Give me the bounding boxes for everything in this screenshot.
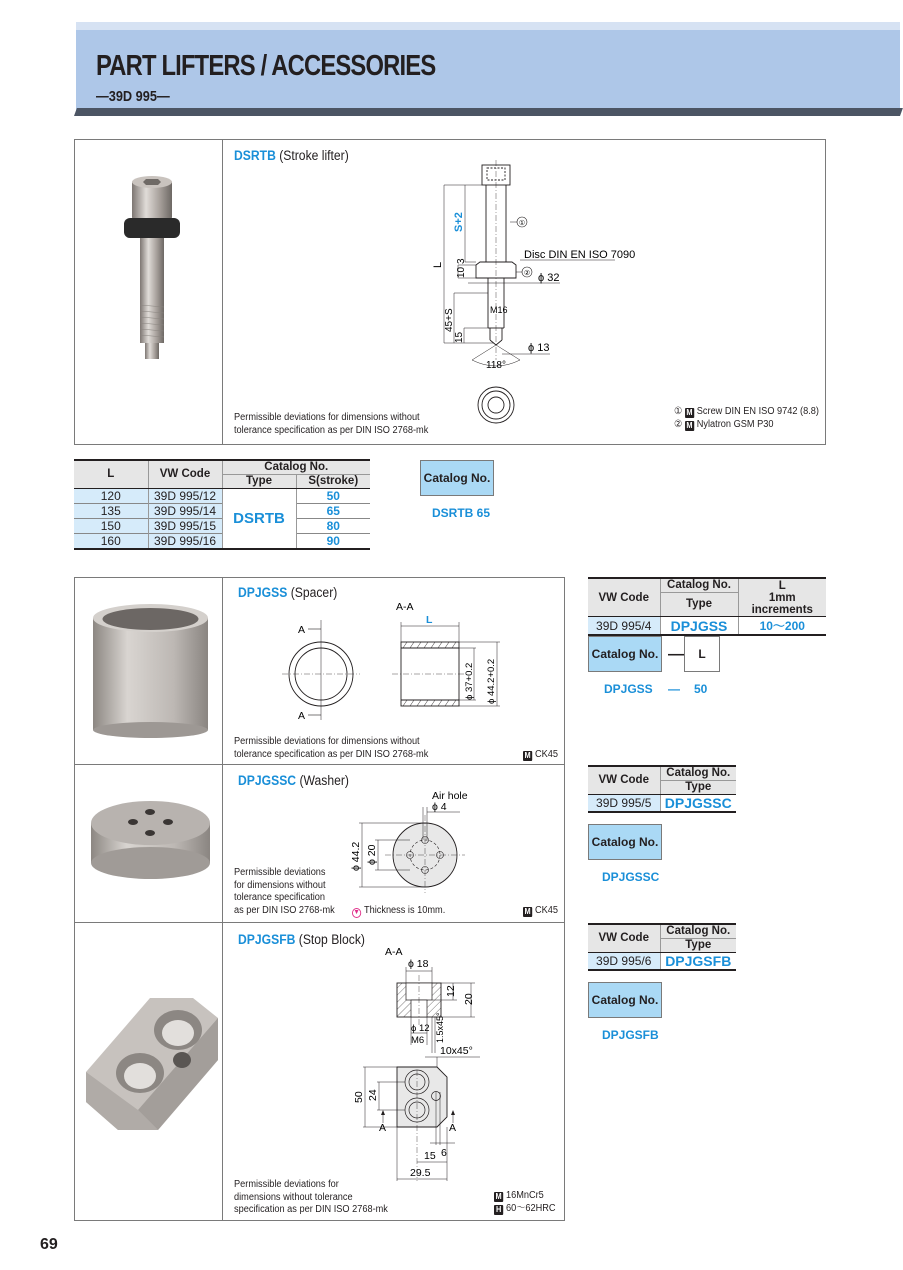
col-header-stroke: S(stroke) — [296, 474, 370, 488]
cell-vw: 39D 995/15 — [148, 518, 222, 533]
cell-vw: 39D 995/4 — [588, 617, 660, 636]
table-row — [74, 488, 370, 503]
cell-type: DPJGSFB — [665, 952, 732, 969]
material-icon: M — [495, 1192, 502, 1201]
thread-label: M16 — [490, 305, 508, 315]
disc-label: Disc DIN EN ISO 7090 — [524, 249, 636, 261]
divider — [74, 922, 565, 923]
dsrtb-catalog-box: Catalog No. — [420, 460, 494, 496]
dim-29-5: 29.5 — [410, 1167, 431, 1179]
thickness-text: Thickness is 10mm. — [363, 905, 446, 916]
material-text: CK45 — [534, 749, 558, 760]
dpjgss-technical-drawing — [270, 600, 520, 730]
dim-d32: ϕ 32 — [538, 272, 560, 284]
cell-vw: 39D 995/14 — [148, 503, 222, 518]
dim-d20: ϕ 20 — [366, 844, 378, 865]
cell-type: DSRTB — [222, 488, 296, 549]
col-header-catalog: Catalog No. — [660, 766, 736, 780]
dpjgss-name: (Spacer) — [290, 585, 338, 600]
callout-1: ① — [518, 220, 526, 227]
dim-d4: ϕ 4 — [432, 801, 447, 813]
dpjgsfb-catalog-box: Catalog No. — [588, 982, 662, 1018]
dpjgsfb-materials — [494, 1189, 556, 1215]
table-row — [588, 952, 736, 970]
note-line: tolerance specification as per DIN ISO 2768-mk — [234, 424, 429, 436]
dpjgss-tolerance-note — [234, 736, 428, 761]
col-header-vw: VW Code — [588, 766, 660, 794]
col-header-vw: VW Code — [588, 578, 660, 617]
dpjgss-title — [238, 585, 337, 600]
col-header-vw: VW Code — [588, 924, 660, 952]
dim-24: 24 — [367, 1089, 379, 1101]
dpjgss-order-example-code: DPJGSS — [604, 682, 653, 696]
col-header-type: Type — [660, 592, 738, 617]
cell-vw: 39D 995/12 — [148, 488, 222, 503]
col-header-catalog: Catalog No. — [660, 924, 736, 938]
note-line: dimensions without tolerance — [234, 1191, 353, 1203]
dpjgssc-thickness-note — [352, 904, 445, 918]
dpjgssc-technical-drawing — [345, 785, 505, 900]
dim-15: 15 — [454, 331, 465, 343]
dsrtb-tolerance-note — [234, 412, 428, 437]
page-number: 69 — [40, 1236, 58, 1253]
cell-vw: 39D 995/6 — [588, 952, 660, 970]
divider — [74, 764, 565, 765]
dsrtb-code: DSRTB — [234, 148, 276, 163]
dim-chamfer-2: 10x45° — [440, 1045, 473, 1057]
section-marker-A: A — [298, 710, 306, 722]
dsrtb-technical-drawing — [420, 160, 640, 430]
dim-10: 10 — [456, 266, 467, 278]
dim-20: 20 — [463, 993, 475, 1005]
material-icon: M — [524, 907, 531, 916]
dpjgss-order-dash: — — [668, 646, 684, 663]
material-item — [494, 1189, 556, 1202]
dsrtb-order-example: DSRTB 65 — [432, 506, 491, 520]
dim-12: 12 — [445, 985, 457, 997]
item-number: ② — [674, 419, 683, 430]
dsrtb-materials — [674, 405, 819, 431]
material-icon: M — [686, 421, 693, 430]
dpjgssc-order-example: DPJGSSC — [602, 870, 660, 884]
dpjgssc-tolerance-note — [234, 867, 335, 917]
col-header-L: L — [738, 578, 826, 592]
dim-L: L — [426, 614, 433, 626]
dpjgssc-catalog-box: Catalog No. — [588, 824, 662, 860]
dim-S: S+2 — [453, 212, 465, 232]
note-line: Permissible deviations for — [234, 1179, 339, 1190]
note-line: tolerance specification as per DIN ISO 2768-mk — [234, 748, 429, 760]
dpjgss-product-photo — [88, 600, 213, 740]
dsrtb-table — [74, 459, 370, 550]
callout-2: ② — [523, 270, 531, 277]
dpjgss-L-box: L — [684, 636, 720, 672]
cell-L: 10～200 — [759, 619, 805, 633]
table-row — [588, 617, 826, 636]
dim-d12: ϕ 12 — [411, 1023, 430, 1034]
hardness-text: 60～62HRC — [505, 1203, 556, 1214]
dpjgss-order-example-dash: — — [668, 682, 680, 696]
dim-angle: 118° — [486, 360, 506, 371]
note-line: Permissible deviations for dimensions without — [234, 736, 420, 747]
material-text: Screw DIN EN ISO 9742 (8.8) — [696, 406, 819, 417]
air-hole-label: Air hole — [432, 790, 468, 802]
col-header-L: L — [74, 460, 148, 488]
dpjgss-material — [523, 748, 558, 761]
dpjgsfb-technical-drawing — [355, 945, 565, 1190]
material-item — [674, 405, 819, 418]
section-label: A-A — [396, 601, 414, 613]
section-marker-A: A — [298, 624, 306, 636]
material-icon: M — [686, 408, 693, 417]
dim-chamfer: 1.5x45° — [435, 1012, 445, 1043]
cell-L: 120 — [74, 488, 148, 503]
table-row — [588, 794, 736, 812]
dim-15: 15 — [424, 1150, 436, 1162]
hardness-item — [494, 1202, 556, 1215]
dim-d18: ϕ 18 — [408, 958, 429, 970]
dim-50: 50 — [353, 1091, 365, 1103]
dpjgssc-product-photo — [88, 795, 213, 895]
dim-L: L — [432, 261, 444, 268]
material-icon: M — [524, 751, 531, 760]
cell-type: DPJGSS — [660, 617, 738, 636]
note-line: as per DIN ISO 2768-mk — [234, 904, 335, 916]
col-header-catalog: Catalog No. — [222, 460, 370, 474]
note-line: specification as per DIN ISO 2768-mk — [234, 1204, 388, 1215]
dpjgsfb-title — [238, 932, 365, 947]
material-text: CK45 — [534, 905, 558, 916]
cell-stroke: 50 — [326, 488, 340, 503]
dpjgsfb-product-photo — [78, 990, 223, 1140]
dsrtb-name: (Stroke lifter) — [279, 148, 349, 163]
section-marker-A: A — [379, 1122, 387, 1134]
material-text: 16MnCr5 — [505, 1190, 544, 1201]
dpjgsfb-table — [588, 923, 736, 971]
col-header-catalog: Catalog No. — [660, 578, 738, 592]
item-number: ① — [674, 406, 683, 417]
hardness-icon: H — [495, 1205, 502, 1214]
dpjgss-order-example-L: 50 — [694, 682, 708, 696]
cell-type: DPJGSSC — [664, 794, 732, 811]
header-highlight — [76, 22, 900, 30]
cell-L: 135 — [74, 503, 148, 518]
dpjgss-table — [588, 577, 826, 636]
dsrtb-title — [234, 148, 349, 163]
note-line: Permissible deviations — [234, 867, 326, 878]
header-underline-bar — [74, 108, 903, 116]
col-header-increments: 1mm increments — [738, 592, 826, 617]
dpjgsfb-tolerance-note — [234, 1179, 388, 1217]
section-marker-A: A — [449, 1122, 457, 1134]
material-item — [674, 418, 819, 431]
material-text: Nylatron GSM P30 — [696, 419, 774, 430]
dpjgssc-name: (Washer) — [299, 773, 349, 788]
note-line: Permissible deviations for dimensions without — [234, 412, 420, 423]
cell-L: 160 — [74, 533, 148, 549]
col-header-vw: VW Code — [148, 460, 222, 488]
section-label: A-A — [385, 946, 403, 958]
dpjgssc-title — [238, 773, 349, 788]
page-subtitle: —39D 995— — [96, 88, 170, 105]
page-title: PART LIFTERS / ACCESSORIES — [96, 50, 436, 82]
dpjgsfb-name: (Stop Block) — [298, 932, 365, 947]
cell-stroke: 90 — [326, 533, 340, 548]
dpjgss-code: DPJGSS — [238, 585, 288, 600]
dpjgsfb-code: DPJGSFB — [238, 932, 296, 947]
dpjgssc-code: DPJGSSC — [238, 773, 297, 788]
dpjgsfb-order-example: DPJGSFB — [602, 1028, 659, 1042]
cell-vw: 39D 995/5 — [588, 794, 660, 812]
cell-vw: 39D 995/16 — [148, 533, 222, 549]
col-header-type: Type — [222, 474, 296, 488]
note-line: tolerance specification — [234, 892, 326, 903]
cell-stroke: 65 — [326, 503, 340, 518]
dim-d44: ϕ 44.2 — [350, 841, 362, 871]
divider — [222, 139, 223, 445]
dim-d44: ϕ 44.2+0.2 — [486, 658, 497, 704]
dim-6: 6 — [441, 1147, 447, 1159]
cell-stroke: 80 — [326, 518, 340, 533]
col-header-type: Type — [660, 938, 736, 952]
dsrtb-product-photo — [110, 170, 200, 400]
note-line: for dimensions without — [234, 879, 326, 891]
thread-m6: M6 — [411, 1035, 425, 1046]
col-header-type: Type — [660, 780, 736, 794]
caution-icon: ▼ — [353, 909, 360, 916]
dpjgss-catalog-box: Catalog No. — [588, 636, 662, 672]
dim-3: 3 — [456, 258, 467, 264]
dpjgssc-table — [588, 765, 736, 813]
dim-45: 45+S — [444, 308, 455, 332]
cell-L: 150 — [74, 518, 148, 533]
dim-d13: ϕ 13 — [528, 342, 550, 354]
dim-d37: ϕ 37+0.2 — [464, 662, 475, 700]
dpjgssc-material — [523, 904, 558, 917]
